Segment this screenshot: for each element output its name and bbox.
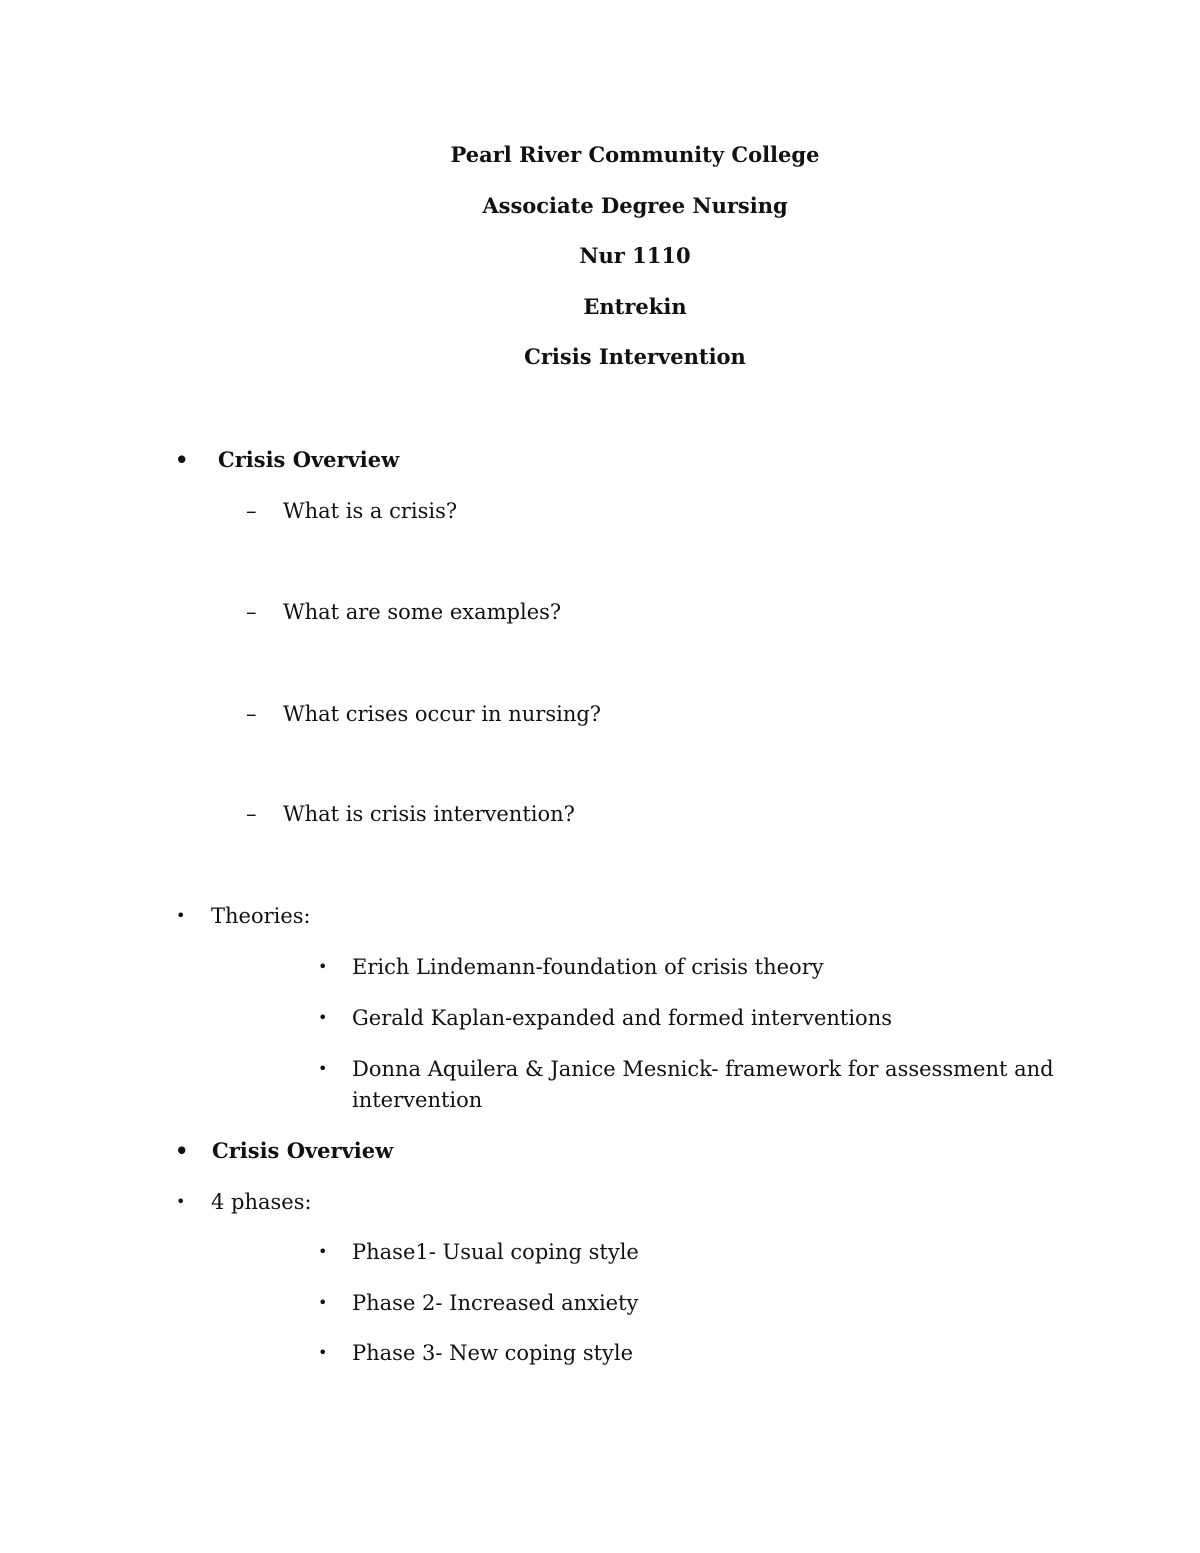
section-heading-phases: 4 phases: — [211, 1190, 312, 1214]
list-item: Phase 3- New coping style — [352, 1341, 634, 1365]
bullet-marker: • — [176, 1192, 186, 1211]
bullet-marker: • — [318, 957, 328, 976]
list-item: Gerald Kaplan-expanded and formed interventions — [352, 1006, 892, 1030]
list-item: What are some examples? — [283, 600, 562, 624]
list-item: Erich Lindemann-foundation of crisis theory — [352, 955, 824, 979]
bullet-marker: • — [318, 1343, 328, 1362]
document-title: Crisis Intervention — [524, 344, 746, 369]
section-heading-crisis-overview: Crisis Overview — [218, 447, 400, 472]
course-number: Nur 1110 — [579, 243, 691, 268]
dash-marker: – — [246, 600, 257, 624]
section-heading-theories: Theories: — [211, 904, 311, 928]
dash-marker: – — [246, 702, 257, 726]
bullet-marker: • — [175, 447, 189, 472]
bullet-marker: • — [318, 1293, 328, 1312]
list-item: What is a crisis? — [283, 499, 458, 523]
list-item: What crises occur in nursing? — [283, 702, 602, 726]
program-name: Associate Degree Nursing — [482, 193, 788, 218]
dash-marker: – — [246, 499, 257, 523]
bullet-marker: • — [318, 1059, 328, 1078]
instructor-name: Entrekin — [583, 294, 687, 319]
list-item: Phase1- Usual coping style — [352, 1240, 639, 1264]
list-item-continuation: intervention — [352, 1088, 483, 1112]
list-item: Donna Aquilera & Janice Mesnick- framework for assessment and — [352, 1057, 1054, 1081]
list-item: What is crisis intervention? — [283, 802, 575, 826]
bullet-marker: • — [318, 1008, 328, 1027]
bullet-marker: • — [175, 1138, 189, 1163]
bullet-marker: • — [176, 906, 186, 925]
bullet-marker: • — [318, 1242, 328, 1261]
section-heading-crisis-overview: Crisis Overview — [212, 1138, 394, 1163]
list-item: Phase 2- Increased anxiety — [352, 1291, 639, 1315]
dash-marker: – — [246, 802, 257, 826]
college-name: Pearl River Community College — [450, 142, 820, 167]
